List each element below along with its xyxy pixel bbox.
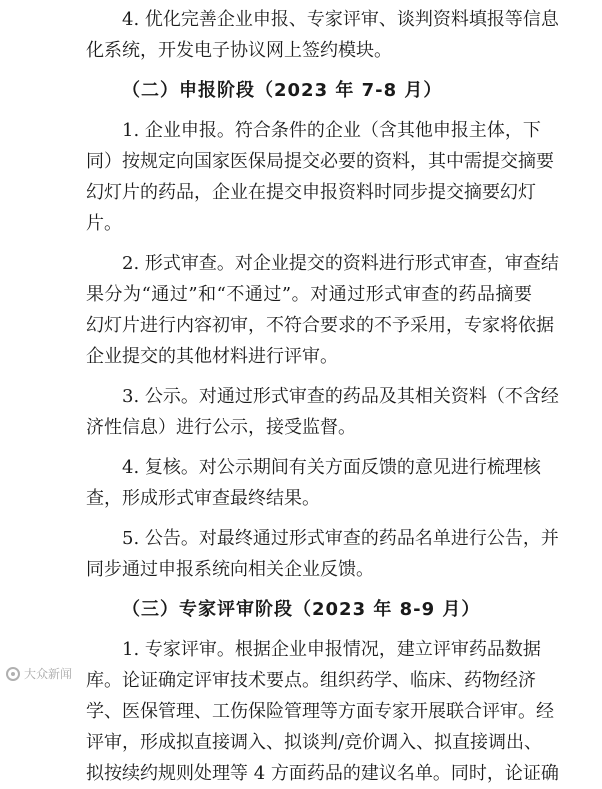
paragraph-line: 查，形成形式审查最终结果。 [86,488,320,509]
paragraph-line: 4. 复核。对公示期间有关方面反馈的意见进行梳理核 [122,457,541,478]
paragraph-line: 3. 公示。对通过形式审查的药品及其相关资料（不含经 [122,386,559,407]
paragraph-line: 果分为“通过”和“不通过”。对通过形式审查的药品摘要 [86,284,532,305]
paragraph-line: 4. 优化完善企业申报、专家评审、谈判资料填报等信息 [122,9,559,30]
paragraph-line: 学、医保管理、工伤保险管理等方面专家开展联合评审。经 [86,701,554,722]
paragraph-line: 济性信息）进行公示，接受监督。 [86,417,356,438]
paragraph-line: 化系统，开发电子协议网上签约模块。 [86,40,392,61]
paragraph-line: 1. 企业申报。符合条件的企业（含其他申报主体，下 [122,120,541,141]
paragraph-line: 片。 [86,213,122,234]
watermark [6,665,72,682]
paragraph-line: 1. 专家评审。根据企业申报情况，建立评审药品数据 [122,639,541,660]
paragraph-line: 库。论证确定评审技术要点。组织药学、临床、药物经济 [86,670,536,691]
section-heading: （三）专家评审阶段（2023 年 8-9 月） [122,599,481,620]
watermark-logo-icon [6,667,20,681]
paragraph-line: 2. 形式审查。对企业提交的资料进行形式审查，审查结 [122,253,559,274]
paragraph-line: 同）按规定向国家医保局提交必要的资料，其中需提交摘要 [86,151,554,172]
paragraph-line: 评审，形成拟直接调入、拟谈判/竞价调入、拟直接调出、 [86,732,543,753]
paragraph-line: 拟按续约规则处理等 4 方面药品的建议名单。同时，论证确 [86,763,559,784]
paragraph-line: 幻灯片的药品，企业在提交申报资料时同步提交摘要幻灯 [86,182,536,203]
section-heading: （二）申报阶段（2023 年 7-8 月） [122,80,443,101]
paragraph-line: 同步通过申报系统向相关企业反馈。 [86,559,374,580]
paragraph-line: 企业提交的其他材料进行评审。 [86,346,338,367]
watermark-text: 大众新闻 [24,667,73,681]
paragraph-line: 5. 公告。对最终通过形式审查的药品名单进行公告，并 [122,528,559,549]
paragraph-line: 幻灯片进行内容初审，不符合要求的不予采用，专家将依据 [86,315,554,336]
